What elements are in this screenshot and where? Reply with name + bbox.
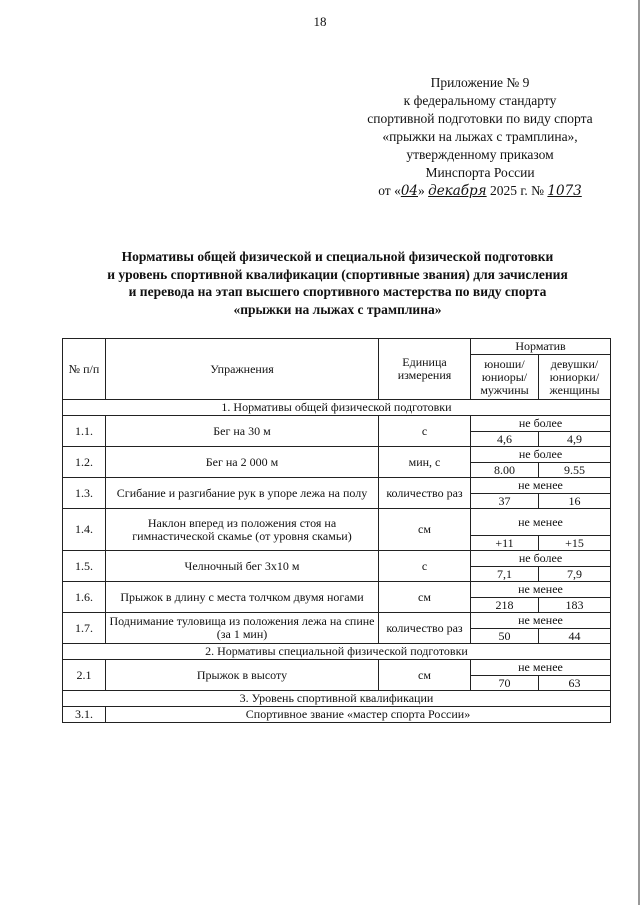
section-row	[63, 691, 611, 707]
section-row	[63, 400, 611, 416]
row-number: 3.1.	[63, 707, 106, 723]
value-male: 70	[471, 676, 539, 691]
row-unit: см	[379, 660, 471, 691]
value-female: 9.55	[539, 463, 611, 478]
value-female: +15	[539, 536, 611, 551]
appendix-line: к федеральному стандарту	[403, 93, 557, 108]
appendix-line: спортивной подготовки по виду спорта	[367, 111, 593, 126]
row-number: 1.6.	[63, 582, 106, 613]
row-qualifier: не более	[471, 416, 611, 432]
row-unit: с	[379, 551, 471, 582]
appendix-line: утвержденному приказом	[406, 147, 554, 162]
table-row	[63, 660, 611, 676]
row-qualifier: не более	[471, 551, 611, 567]
page-number: 18	[313, 14, 327, 29]
value-female: 4,9	[539, 432, 611, 447]
value-female: 16	[539, 494, 611, 509]
title-line: Нормативы общей физической и специальной физической подготовки	[121, 249, 554, 264]
row-unit: количество раз	[379, 478, 471, 509]
value-female: 7,9	[539, 567, 611, 582]
appendix-block	[330, 74, 630, 200]
row-number: 2.1	[63, 660, 106, 691]
row-qualifier: не менее	[471, 613, 611, 629]
appendix-line: «прыжки на лыжах с трамплина»,	[382, 129, 578, 144]
value-female: 63	[539, 676, 611, 691]
section-title: 3. Уровень спортивной квалификации	[63, 691, 611, 707]
section-title: 2. Нормативы специальной физической подготовки	[63, 644, 611, 660]
table-row	[63, 551, 611, 567]
date-prefix: от «	[378, 183, 401, 198]
row-unit: см	[379, 509, 471, 551]
row-exercise: Челночный бег 3х10 м	[106, 551, 379, 582]
row-number: 1.1.	[63, 416, 106, 447]
row-unit: количество раз	[379, 613, 471, 644]
header-num: № п/п	[63, 339, 106, 400]
header-male: юноши/ юниоры/ мужчины	[471, 355, 539, 400]
handwritten-number: 1073	[547, 183, 582, 199]
row-exercise: Бег на 30 м	[106, 416, 379, 447]
table-row	[63, 478, 611, 494]
row-qualifier: не более	[471, 447, 611, 463]
title-line: «прыжки на лыжах с трамплина»	[233, 301, 442, 317]
appendix-line: Приложение № 9	[430, 75, 530, 90]
header-norm: Норматив	[471, 339, 611, 355]
title-line: и перевода на этап высшего спортивного мастерства по виду спорта	[128, 284, 547, 299]
date-mid: »	[418, 183, 425, 198]
row-exercise: Поднимание туловища из положения лежа на спине (за 1 мин)	[106, 613, 379, 644]
row-qualifier: не менее	[471, 478, 611, 494]
row-number: 1.7.	[63, 613, 106, 644]
row-exercise: Спортивное звание «мастер спорта России»	[106, 707, 611, 723]
row-qualifier: не менее	[471, 509, 611, 536]
document-title	[60, 248, 615, 318]
row-qualifier: не менее	[471, 660, 611, 676]
row-number: 1.5.	[63, 551, 106, 582]
value-female: 44	[539, 629, 611, 644]
table-row	[63, 613, 611, 629]
header-exercise: Упражнения	[106, 339, 379, 400]
appendix-line: Минспорта России	[425, 165, 535, 180]
value-male: 218	[471, 598, 539, 613]
table-row	[63, 707, 611, 723]
value-male: 50	[471, 629, 539, 644]
value-male: 37	[471, 494, 539, 509]
header-female: девушки/ юниорки/ женщины	[539, 355, 611, 400]
year-text: 2025 г. №	[490, 183, 545, 198]
title-line: и уровень спортивной квалификации (спортивные звания) для зачисления	[107, 266, 568, 282]
table-row	[63, 416, 611, 432]
table-row	[63, 509, 611, 536]
table-row	[63, 447, 611, 463]
table-row	[63, 582, 611, 598]
header-unit: Единица измерения	[379, 339, 471, 400]
row-qualifier: не менее	[471, 582, 611, 598]
row-exercise: Наклон вперед из положения стоя на гимнастической скамье (от уровня скамьи)	[106, 509, 379, 551]
handwritten-month: декабря	[428, 183, 487, 199]
row-exercise: Прыжок в длину с места толчком двумя ногами	[106, 582, 379, 613]
value-female: 183	[539, 598, 611, 613]
row-unit: см	[379, 582, 471, 613]
row-number: 1.4.	[63, 509, 106, 551]
row-unit: мин, с	[379, 447, 471, 478]
value-male: 7,1	[471, 567, 539, 582]
row-exercise: Прыжок в высоту	[106, 660, 379, 691]
value-male: 8.00	[471, 463, 539, 478]
standards-table	[62, 338, 611, 723]
value-male: +11	[471, 536, 539, 551]
section-row	[63, 644, 611, 660]
row-exercise: Бег на 2 000 м	[106, 447, 379, 478]
section-title: 1. Нормативы общей физической подготовки	[63, 400, 611, 416]
row-unit: с	[379, 416, 471, 447]
row-number: 1.2.	[63, 447, 106, 478]
row-exercise: Сгибание и разгибание рук в упоре лежа на полу	[106, 478, 379, 509]
order-date-line	[330, 182, 630, 200]
value-male: 4,6	[471, 432, 539, 447]
handwritten-day: 04	[400, 183, 419, 199]
row-number: 1.3.	[63, 478, 106, 509]
